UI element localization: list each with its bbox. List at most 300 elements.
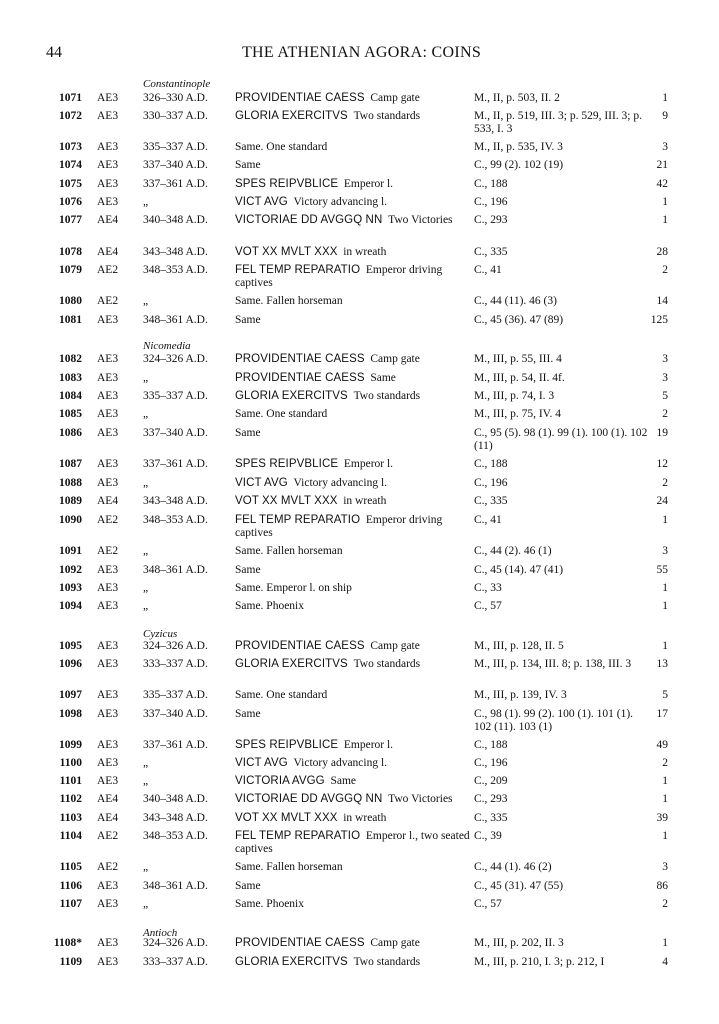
reference: C., 209: [474, 775, 508, 787]
reference: C., 188: [474, 178, 508, 190]
catalogue-number: 1101: [59, 775, 82, 787]
reverse-description: [235, 110, 471, 123]
reference: C., 293: [474, 214, 508, 226]
reference: C., 335: [474, 246, 508, 258]
mint-heading: Cyzicus: [143, 628, 178, 640]
reverse-description: [235, 775, 471, 788]
reverse-description: [235, 314, 471, 327]
reverse-legend: PROVIDENTIAE CAESS: [235, 92, 365, 104]
date-range: 337–340 A.D.: [143, 708, 208, 720]
date-range: 324–326 A.D.: [143, 937, 208, 949]
date-range: 337–361 A.D.: [143, 458, 208, 470]
reverse-type: in wreath: [343, 812, 387, 824]
quantity: 21: [656, 159, 668, 171]
reverse-description: [235, 353, 471, 366]
date-range: „: [143, 372, 149, 384]
denomination: AE4: [97, 495, 119, 507]
date-range: 326–330 A.D.: [143, 92, 208, 104]
reverse-legend: GLORIA EXERCITVS: [235, 956, 348, 968]
reverse-legend: FEL TEMP REPARATIO: [235, 830, 361, 842]
quantity: 1: [662, 830, 668, 842]
reference: C., 188: [474, 458, 508, 470]
reverse-description: [235, 898, 471, 911]
reverse-type: Emperor driving captives: [235, 264, 443, 289]
catalogue-number: 1106: [59, 880, 82, 892]
quantity: 14: [656, 295, 668, 307]
reference: C., 99 (2). 102 (19): [474, 159, 564, 171]
date-range: 335–337 A.D.: [143, 390, 208, 402]
denomination: AE3: [97, 178, 119, 190]
date-range: 333–337 A.D.: [143, 956, 208, 968]
catalogue-number: 1103: [59, 812, 82, 824]
reverse-description: [235, 458, 471, 471]
date-range: „: [143, 408, 149, 420]
reverse-type: Emperor l.: [343, 178, 394, 190]
denomination: AE4: [97, 214, 119, 226]
reference: C., 196: [474, 196, 508, 208]
reference: M., II, p. 503, II. 2: [474, 92, 560, 104]
catalogue-number: 1076: [59, 196, 82, 208]
catalogue-number: 1084: [59, 390, 82, 402]
reverse-description: [235, 295, 471, 308]
reverse-type: Victory advancing l.: [293, 757, 388, 769]
quantity: 24: [656, 495, 668, 507]
reverse-description: [235, 264, 471, 290]
denomination: AE3: [97, 390, 119, 402]
denomination: AE3: [97, 898, 119, 910]
reverse-type: Same. One standard: [235, 408, 328, 420]
reverse-type: Same: [235, 427, 261, 439]
denomination: AE3: [97, 92, 119, 104]
reverse-description: [235, 739, 471, 752]
reference: C., 39: [474, 830, 502, 842]
catalogue-number: 1083: [59, 372, 82, 384]
reference: C., 45 (14). 47 (41): [474, 564, 564, 576]
quantity: 9: [662, 110, 668, 122]
catalogue-number: 1104: [59, 830, 82, 842]
reverse-type: Same: [235, 564, 261, 576]
reference: M., II, p. 535, IV. 3: [474, 141, 563, 153]
reverse-description: [235, 246, 471, 259]
denomination: AE2: [97, 830, 119, 842]
date-range: 348–353 A.D.: [143, 830, 208, 842]
reverse-description: [235, 640, 471, 653]
quantity: 86: [656, 880, 668, 892]
denomination: AE3: [97, 689, 119, 701]
quantity: 5: [662, 689, 668, 701]
quantity: 3: [662, 353, 668, 365]
quantity: 125: [650, 314, 668, 326]
catalogue-number: 1089: [59, 495, 82, 507]
reverse-type: Two Victories: [388, 793, 453, 805]
reverse-type: Two standards: [353, 956, 421, 968]
reverse-description: [235, 178, 471, 191]
denomination: AE2: [97, 545, 119, 557]
reference: C., 45 (36). 47 (89): [474, 314, 564, 326]
date-range: 324–326 A.D.: [143, 640, 208, 652]
reference: M., III, p. 75, IV. 4: [474, 408, 561, 420]
reverse-type: Same: [235, 708, 261, 720]
reverse-description: [235, 564, 471, 577]
quantity: 2: [662, 408, 668, 420]
quantity: 13: [656, 658, 668, 670]
reference: C., 45 (31). 47 (55): [474, 880, 564, 892]
catalogue-number: 1097: [59, 689, 82, 701]
reverse-description: [235, 757, 471, 770]
quantity: 5: [662, 390, 668, 402]
reference: M., III, p. 55, III. 4: [474, 353, 562, 365]
date-range: „: [143, 775, 149, 787]
denomination: AE3: [97, 477, 119, 489]
reverse-description: [235, 196, 471, 209]
denomination: AE3: [97, 757, 119, 769]
catalogue-number: 1095: [59, 640, 82, 652]
reverse-description: [235, 372, 471, 385]
quantity: 28: [656, 246, 668, 258]
reverse-type: Victory advancing l.: [293, 477, 388, 489]
reverse-description: [235, 861, 471, 874]
catalogue-number: 1100: [59, 757, 82, 769]
quantity: 1: [662, 775, 668, 787]
quantity: 39: [656, 812, 668, 824]
reverse-legend: PROVIDENTIAE CAESS: [235, 640, 365, 652]
quantity: 1: [662, 92, 668, 104]
reverse-legend: VOT XX MVLT XXX: [235, 246, 338, 258]
reverse-legend: FEL TEMP REPARATIO: [235, 264, 361, 276]
reverse-description: [235, 390, 471, 403]
reverse-type: Same: [235, 159, 261, 171]
reverse-legend: VICTORIA AVGG: [235, 775, 325, 787]
reverse-description: [235, 658, 471, 671]
reverse-type: Same. Fallen horseman: [235, 295, 343, 307]
reverse-type: Camp gate: [370, 937, 420, 949]
page-number: 44: [46, 44, 62, 61]
reverse-type: Same: [370, 372, 396, 384]
quantity: 3: [662, 545, 668, 557]
date-range: 335–337 A.D.: [143, 141, 208, 153]
denomination: AE3: [97, 110, 119, 122]
reverse-description: [235, 214, 471, 227]
reference: M., III, p. 54, II. 4f.: [474, 372, 565, 384]
reverse-type: Same. Phoenix: [235, 898, 304, 910]
reverse-type: Emperor l.: [343, 739, 394, 751]
quantity: 49: [656, 739, 668, 751]
quantity: 2: [662, 477, 668, 489]
reverse-type: Camp gate: [370, 92, 420, 104]
denomination: AE3: [97, 582, 119, 594]
catalogue-number: 1071: [59, 92, 82, 104]
quantity: 55: [656, 564, 668, 576]
reverse-type: Same. Fallen horseman: [235, 545, 343, 557]
reverse-type: Emperor l., two seated captives: [235, 830, 470, 855]
reference: C., 335: [474, 495, 508, 507]
reverse-legend: VICT AVG: [235, 757, 288, 769]
reverse-description: [235, 830, 471, 856]
reverse-description: [235, 880, 471, 893]
reference: M., III, p. 202, II. 3: [474, 937, 564, 949]
reverse-legend: VOT XX MVLT XXX: [235, 495, 338, 507]
denomination: AE2: [97, 861, 119, 873]
reverse-description: [235, 937, 471, 950]
quantity: 1: [662, 600, 668, 612]
quantity: 3: [662, 372, 668, 384]
denomination: AE3: [97, 658, 119, 670]
reverse-description: [235, 408, 471, 421]
catalogue-number: 1078: [59, 246, 82, 258]
reverse-type: Same. Fallen horseman: [235, 861, 343, 873]
reverse-description: [235, 582, 471, 595]
reverse-legend: PROVIDENTIAE CAESS: [235, 937, 365, 949]
denomination: AE3: [97, 956, 119, 968]
catalogue-number: 1085: [59, 408, 82, 420]
reverse-description: [235, 427, 471, 440]
denomination: AE3: [97, 314, 119, 326]
catalogue-number: 1109: [59, 956, 82, 968]
reverse-description: [235, 514, 471, 540]
reference: C., 196: [474, 477, 508, 489]
catalogue-number: 1098: [59, 708, 82, 720]
quantity: 1: [662, 640, 668, 652]
date-range: 343–348 A.D.: [143, 246, 208, 258]
reverse-type: Emperor l.: [343, 458, 394, 470]
page-header: [46, 44, 677, 64]
reverse-legend: GLORIA EXERCITVS: [235, 390, 348, 402]
reference: C., 335: [474, 812, 508, 824]
reverse-description: [235, 793, 471, 806]
quantity: 1: [662, 196, 668, 208]
denomination: AE3: [97, 159, 119, 171]
quantity: 1: [662, 582, 668, 594]
date-range: 330–337 A.D.: [143, 110, 208, 122]
reverse-description: [235, 477, 471, 490]
reference: C., 95 (5). 98 (1). 99 (1). 100 (1). 102 (11): [474, 427, 648, 452]
denomination: AE4: [97, 246, 119, 258]
catalogue-number: 1077: [59, 214, 82, 226]
reference: C., 293: [474, 793, 508, 805]
denomination: AE3: [97, 427, 119, 439]
running-title: THE ATHENIAN AGORA: COINS: [241, 44, 482, 61]
reference: M., III, p. 134, III. 8; p. 138, III. 3: [474, 658, 632, 670]
reference: M., II, p. 519, III. 3; p. 529, III. 3; p. 533, I. 3: [474, 110, 643, 135]
date-range: 348–353 A.D.: [143, 514, 208, 526]
reverse-type: Two standards: [353, 110, 421, 122]
reverse-legend: FEL TEMP REPARATIO: [235, 514, 361, 526]
denomination: AE3: [97, 937, 119, 949]
reference: C., 33: [474, 582, 502, 594]
reference: M., III, p. 139, IV. 3: [474, 689, 567, 701]
quantity: 17: [656, 708, 668, 720]
catalogue-number: 1096: [59, 658, 82, 670]
reverse-description: [235, 495, 471, 508]
reverse-legend: VICTORIAE DD AVGGQ NN: [235, 214, 383, 226]
reference: M., III, p. 74, I. 3: [474, 390, 555, 402]
reverse-legend: PROVIDENTIAE CAESS: [235, 353, 365, 365]
reverse-type: Same: [235, 314, 261, 326]
date-range: 348–361 A.D.: [143, 564, 208, 576]
reverse-type: Two standards: [353, 390, 421, 402]
reverse-legend: VOT XX MVLT XXX: [235, 812, 338, 824]
quantity: 2: [662, 757, 668, 769]
date-range: 337–361 A.D.: [143, 739, 208, 751]
reverse-legend: SPES REIPVBLICE: [235, 739, 339, 751]
quantity: 4: [662, 956, 668, 968]
reverse-description: [235, 812, 471, 825]
reverse-type: Two Victories: [388, 214, 453, 226]
date-range: „: [143, 600, 149, 612]
quantity: 3: [662, 861, 668, 873]
reference: M., III, p. 210, I. 3; p. 212, I: [474, 956, 605, 968]
mint-heading: Constantinople: [143, 78, 211, 90]
reference: C., 41: [474, 514, 502, 526]
quantity: 2: [662, 264, 668, 276]
date-range: 348–353 A.D.: [143, 264, 208, 276]
date-range: 348–361 A.D.: [143, 314, 208, 326]
reverse-type: Two standards: [353, 658, 421, 670]
reference: C., 188: [474, 739, 508, 751]
reverse-legend: SPES REIPVBLICE: [235, 458, 339, 470]
reverse-legend: SPES REIPVBLICE: [235, 178, 339, 190]
reverse-legend: GLORIA EXERCITVS: [235, 110, 348, 122]
catalogue-number: 1073: [59, 141, 82, 153]
reverse-type: Same. Phoenix: [235, 600, 304, 612]
date-range: 337–361 A.D.: [143, 178, 208, 190]
quantity: 19: [656, 427, 668, 439]
denomination: AE3: [97, 880, 119, 892]
date-range: „: [143, 861, 149, 873]
reverse-description: [235, 141, 471, 154]
denomination: AE2: [97, 514, 119, 526]
date-range: 333–337 A.D.: [143, 658, 208, 670]
reverse-legend: PROVIDENTIAE CAESS: [235, 372, 365, 384]
date-range: 337–340 A.D.: [143, 159, 208, 171]
catalogue-number: 1102: [59, 793, 82, 805]
reference: C., 44 (1). 46 (2): [474, 861, 552, 873]
date-range: 337–340 A.D.: [143, 427, 208, 439]
reference: M., III, p. 128, II. 5: [474, 640, 564, 652]
catalogue-number: 1094: [59, 600, 82, 612]
denomination: AE3: [97, 372, 119, 384]
catalogue-number: 1105: [59, 861, 82, 873]
date-range: „: [143, 477, 149, 489]
date-range: 343–348 A.D.: [143, 812, 208, 824]
denomination: AE2: [97, 264, 119, 276]
reverse-type: Same. One standard: [235, 689, 328, 701]
quantity: 1: [662, 514, 668, 526]
reference: C., 57: [474, 898, 502, 910]
denomination: AE4: [97, 812, 119, 824]
catalogue-number: 1107: [59, 898, 82, 910]
catalogue-number: 1108*: [53, 937, 82, 949]
quantity: 12: [656, 458, 668, 470]
date-range: „: [143, 898, 149, 910]
reverse-description: [235, 708, 471, 721]
date-range: „: [143, 295, 149, 307]
reverse-type: Camp gate: [370, 353, 420, 365]
denomination: AE3: [97, 708, 119, 720]
reverse-legend: VICT AVG: [235, 477, 288, 489]
catalogue-number: 1088: [59, 477, 82, 489]
reference: C., 196: [474, 757, 508, 769]
quantity: 1: [662, 937, 668, 949]
reverse-type: Emperor driving captives: [235, 514, 443, 539]
catalogue-number: 1090: [59, 514, 82, 526]
quantity: 1: [662, 214, 668, 226]
catalogue-number: 1080: [59, 295, 82, 307]
date-range: 324–326 A.D.: [143, 353, 208, 365]
catalogue-number: 1075: [59, 178, 82, 190]
catalogue-number: 1086: [59, 427, 82, 439]
denomination: AE3: [97, 353, 119, 365]
date-range: 343–348 A.D.: [143, 495, 208, 507]
mint-heading: Antioch: [143, 927, 178, 939]
reverse-type: Camp gate: [370, 640, 420, 652]
denomination: AE3: [97, 141, 119, 153]
reverse-type: Same. Emperor l. on ship: [235, 582, 352, 594]
catalogue-number: 1093: [59, 582, 82, 594]
denomination: AE3: [97, 196, 119, 208]
reverse-description: [235, 92, 471, 105]
reference: C., 44 (2). 46 (1): [474, 545, 552, 557]
reverse-type: Same: [330, 775, 357, 787]
reference: C., 44 (11). 46 (3): [474, 295, 557, 307]
denomination: AE3: [97, 775, 119, 787]
catalogue-number: 1087: [59, 458, 82, 470]
denomination: AE2: [97, 295, 119, 307]
catalogue-number: 1092: [59, 564, 82, 576]
denomination: AE3: [97, 739, 119, 751]
reverse-legend: VICTORIAE DD AVGGQ NN: [235, 793, 383, 805]
date-range: 340–348 A.D.: [143, 793, 208, 805]
date-range: 340–348 A.D.: [143, 214, 208, 226]
catalogue-number: 1099: [59, 739, 82, 751]
date-range: „: [143, 545, 149, 557]
denomination: AE3: [97, 408, 119, 420]
reverse-description: [235, 689, 471, 702]
date-range: „: [143, 757, 149, 769]
reverse-legend: VICT AVG: [235, 196, 288, 208]
reverse-type: Victory advancing l.: [293, 196, 388, 208]
catalogue-number: 1072: [59, 110, 82, 122]
reverse-type: in wreath: [343, 246, 387, 258]
reference: C., 98 (1). 99 (2). 100 (1). 101 (1). 102 (11). 103 (1): [474, 708, 634, 733]
reference: C., 57: [474, 600, 502, 612]
reverse-description: [235, 956, 471, 969]
catalogue-number: 1082: [59, 353, 82, 365]
denomination: AE3: [97, 600, 119, 612]
date-range: „: [143, 196, 149, 208]
quantity: 2: [662, 898, 668, 910]
catalogue-number: 1081: [59, 314, 82, 326]
reverse-description: [235, 545, 471, 558]
quantity: 3: [662, 141, 668, 153]
catalogue-number: 1079: [59, 264, 82, 276]
quantity: 42: [656, 178, 668, 190]
denomination: AE3: [97, 640, 119, 652]
reverse-legend: GLORIA EXERCITVS: [235, 658, 348, 670]
quantity: 1: [662, 793, 668, 805]
denomination: AE4: [97, 793, 119, 805]
catalogue-number: 1091: [59, 545, 82, 557]
reverse-type: Same: [235, 880, 261, 892]
date-range: „: [143, 582, 149, 594]
date-range: 348–361 A.D.: [143, 880, 208, 892]
reverse-type: in wreath: [343, 495, 387, 507]
denomination: AE3: [97, 564, 119, 576]
reverse-type: Same. One standard: [235, 141, 328, 153]
catalogue-number: 1074: [59, 159, 82, 171]
date-range: 335–337 A.D.: [143, 689, 208, 701]
reverse-description: [235, 159, 471, 172]
